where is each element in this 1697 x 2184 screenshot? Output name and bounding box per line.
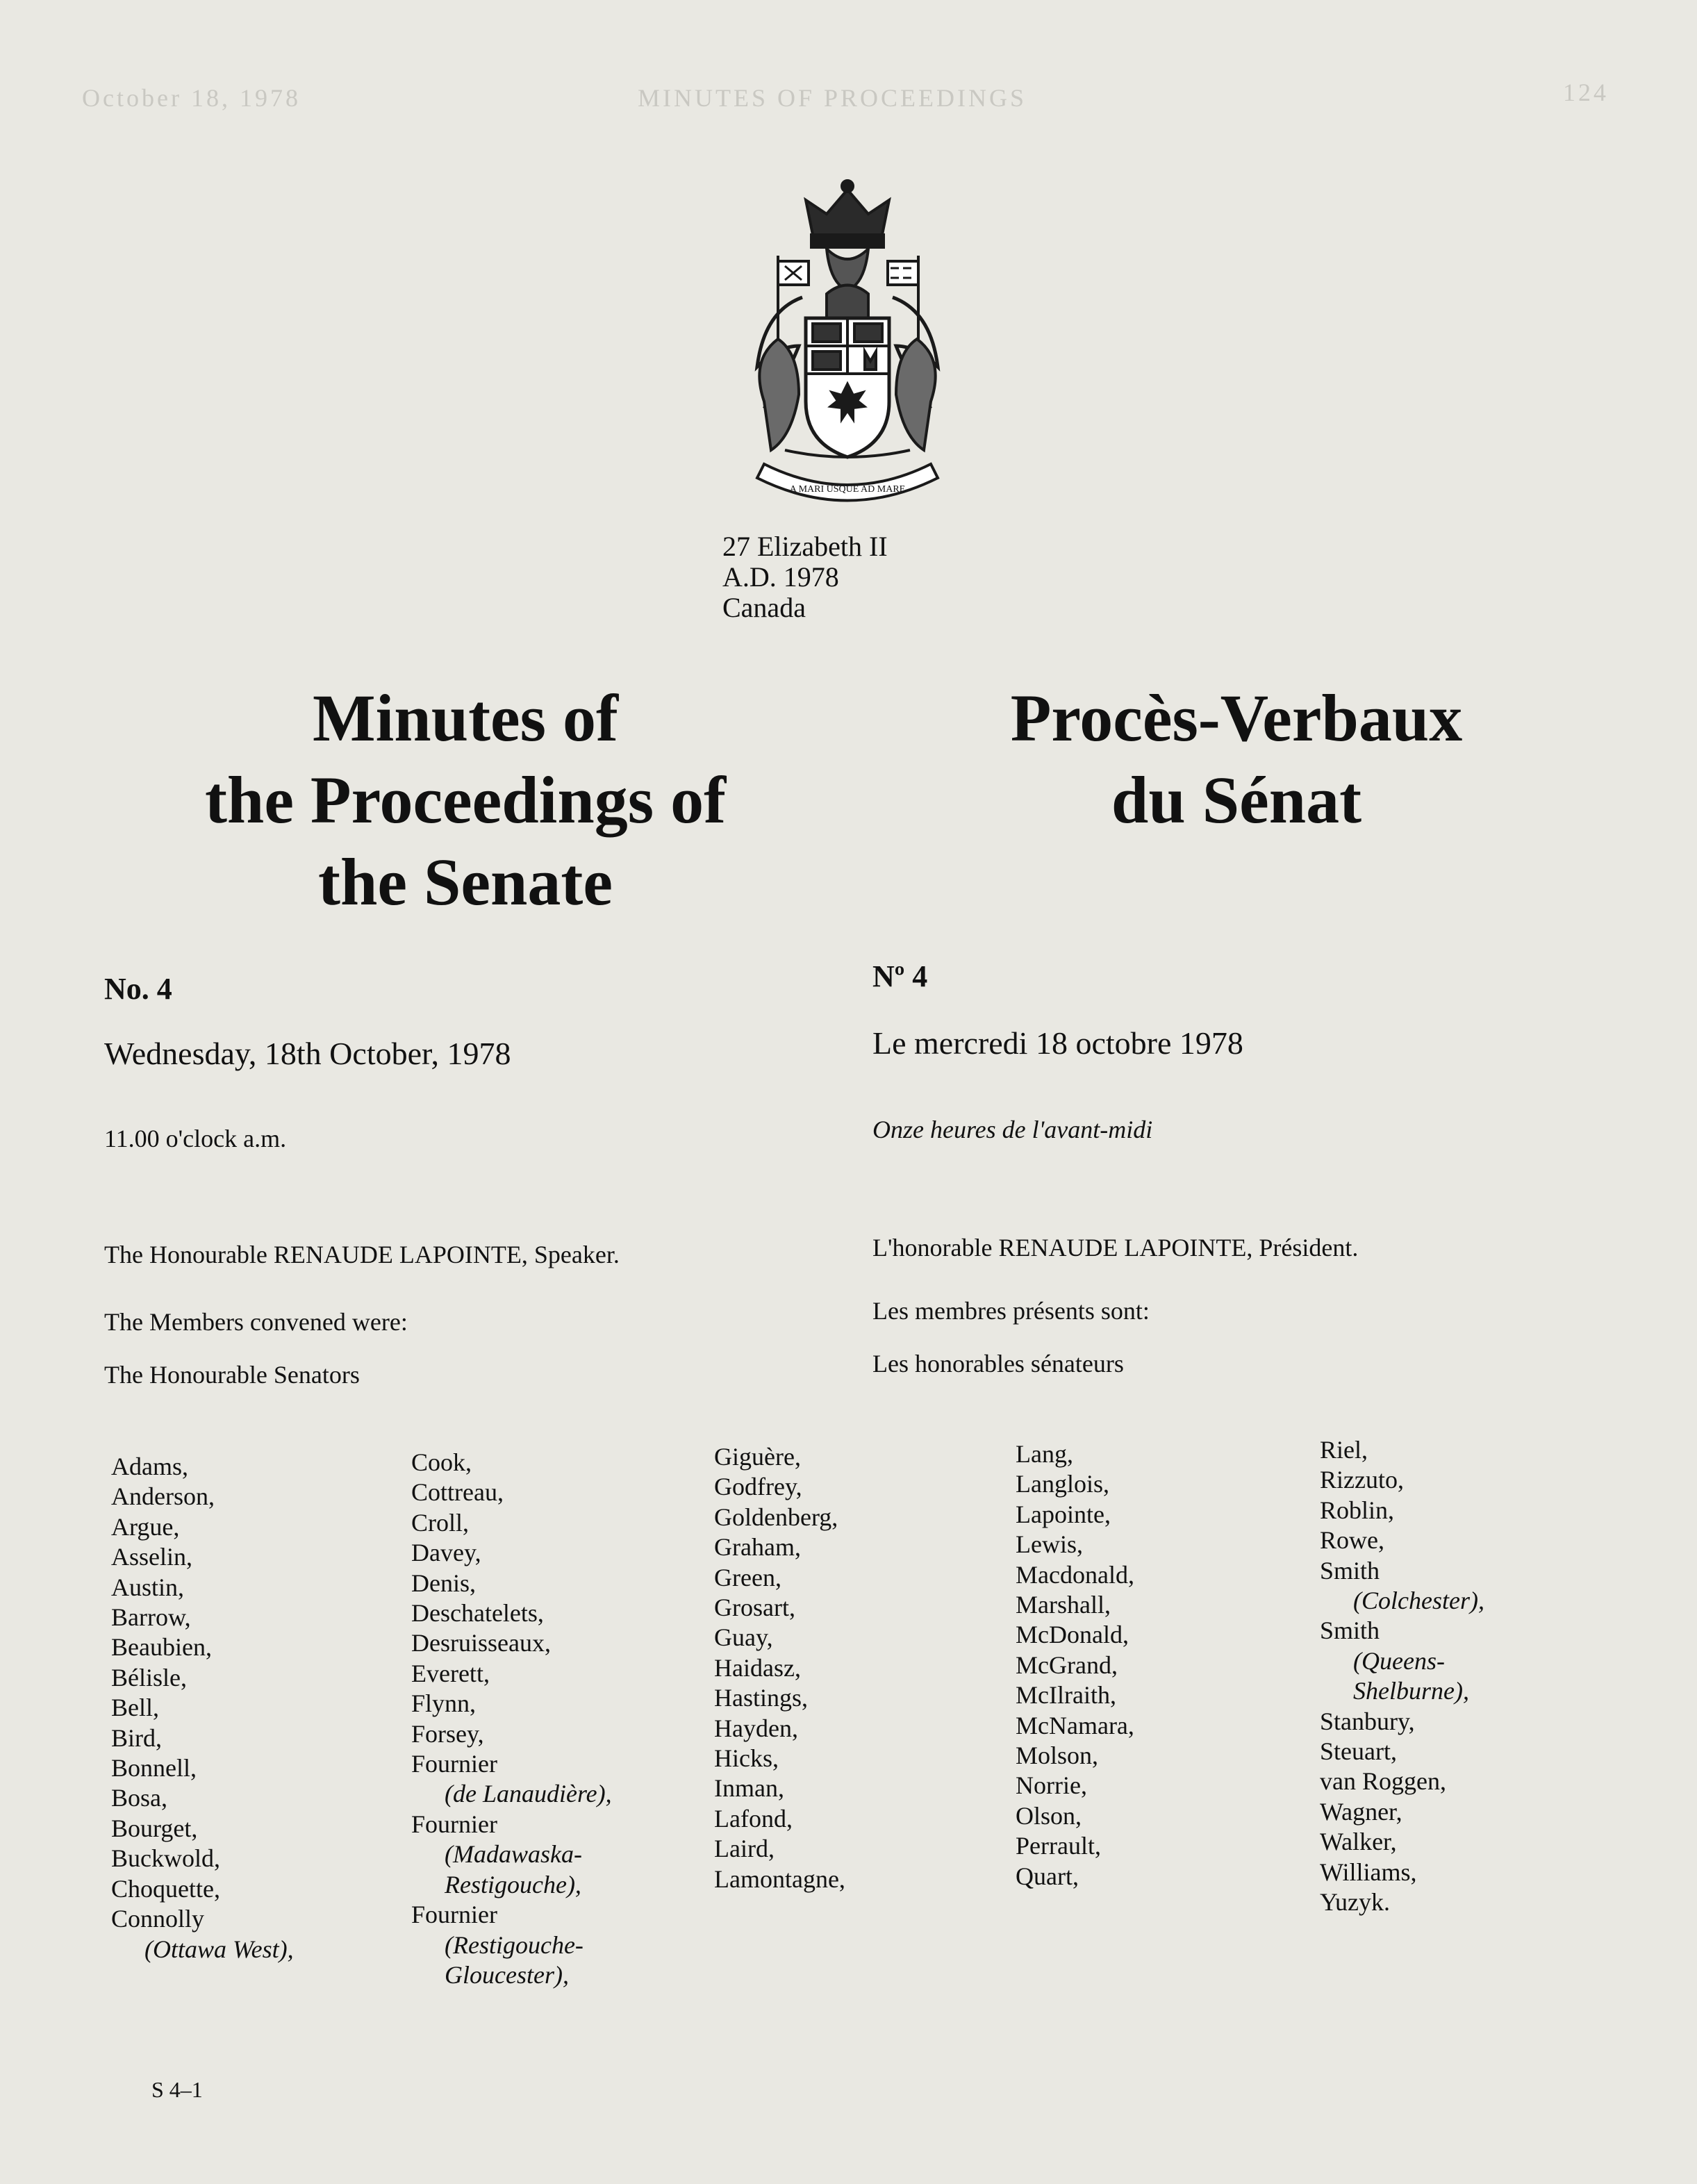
senator-riding: (Madawaska- xyxy=(445,1840,582,1869)
senator-name: Rizzuto, xyxy=(1320,1466,1404,1494)
senator-name: Perrault, xyxy=(1016,1832,1101,1860)
senator-riding: (Ottawa West), xyxy=(144,1935,294,1963)
senator-name: Anderson, xyxy=(111,1482,215,1511)
senator-name: Asselin, xyxy=(111,1543,192,1571)
regnal-year-block xyxy=(722,531,888,623)
senator-name: Quart, xyxy=(1016,1862,1079,1890)
senator-name: Riel, xyxy=(1320,1436,1368,1464)
french-members-label: Les membres présents sont: xyxy=(872,1297,1150,1325)
senator-riding: (de Lanaudière), xyxy=(445,1780,612,1808)
title-line: Minutes of xyxy=(313,681,618,755)
senator-name: Godfrey, xyxy=(714,1473,802,1501)
page-footer-number: S 4–1 xyxy=(151,2077,203,2102)
english-members-label: The Members convened were: xyxy=(104,1308,408,1336)
senator-name: Bird, xyxy=(111,1723,163,1752)
speaker-suffix: , Président. xyxy=(1246,1234,1359,1261)
senators-column-5 xyxy=(1320,1435,1484,1918)
senator-name: Austin, xyxy=(111,1573,185,1601)
senator-name: Bélisle, xyxy=(111,1663,187,1691)
senator-name: Smith xyxy=(1320,1556,1380,1585)
senator-name: Forsey, xyxy=(411,1719,484,1748)
french-time: Onze heures de l'avant-midi xyxy=(872,1116,1153,1143)
senator-name: Haidasz, xyxy=(714,1653,801,1682)
senator-name: Williams, xyxy=(1320,1858,1417,1886)
senator-name: McGrand, xyxy=(1016,1651,1118,1679)
senator-name: Yuzyk. xyxy=(1320,1888,1390,1917)
senator-name: Lafond, xyxy=(714,1804,793,1833)
senator-name: Choquette, xyxy=(111,1874,220,1903)
senator-name: Argue, xyxy=(111,1512,180,1541)
french-speaker xyxy=(872,1233,1358,1262)
speaker-suffix: , Speaker. xyxy=(521,1241,620,1268)
title-line: du Sénat xyxy=(1111,763,1362,837)
senator-name: Lapointe, xyxy=(1016,1500,1111,1528)
senator-name: Bourget, xyxy=(111,1814,198,1842)
senators-column-4 xyxy=(1016,1439,1134,1892)
speaker-prefix: L'honorable xyxy=(872,1234,999,1261)
title-line: the Proceedings of xyxy=(204,763,727,837)
senator-name: Fournier xyxy=(411,1750,497,1778)
senator-name: Lewis, xyxy=(1016,1530,1083,1559)
senator-name: Roblin, xyxy=(1320,1496,1395,1524)
senator-name: Guay, xyxy=(714,1623,773,1652)
senator-riding: (Restigouche- xyxy=(445,1930,583,1959)
senator-riding: (Queens- xyxy=(1353,1646,1445,1675)
senator-name: Buckwold, xyxy=(111,1844,220,1873)
senator-name: Hastings, xyxy=(714,1684,808,1712)
senator-name: Rowe, xyxy=(1320,1526,1384,1555)
senator-name: Lang, xyxy=(1016,1440,1073,1468)
speaker-name: RENAUDE LAPOINTE xyxy=(273,1241,522,1268)
senator-name: Beaubien, xyxy=(111,1633,212,1662)
senator-name: Grosart, xyxy=(714,1594,795,1622)
senator-name: Bonnell, xyxy=(111,1754,197,1782)
senator-name: Stanbury, xyxy=(1320,1707,1415,1735)
senator-name: Denis, xyxy=(411,1569,476,1597)
senator-name: Hayden, xyxy=(714,1714,798,1742)
senator-name: Graham, xyxy=(714,1533,801,1562)
senator-riding: Shelburne), xyxy=(1353,1677,1469,1705)
senator-name: Hicks, xyxy=(714,1744,779,1773)
english-title xyxy=(104,677,827,923)
regnal-line: Canada xyxy=(722,592,806,623)
french-title xyxy=(875,677,1598,841)
english-time: 11.00 o'clock a.m. xyxy=(104,1125,287,1152)
senators-column-2 xyxy=(411,1448,612,1990)
senator-name: Fournier xyxy=(411,1810,497,1838)
regnal-line: A.D. 1978 xyxy=(722,561,839,593)
senator-riding: Gloucester), xyxy=(445,1960,569,1989)
senator-name: Smith xyxy=(1320,1616,1380,1645)
regnal-line: 27 Elizabeth II xyxy=(722,531,888,562)
senators-column-3 xyxy=(714,1442,845,1894)
bleed-header-center: MINUTES OF PROCEEDINGS xyxy=(638,84,1027,112)
english-speaker xyxy=(104,1240,620,1269)
senator-name: Deschatelets, xyxy=(411,1599,544,1628)
senator-name: Langlois, xyxy=(1016,1470,1109,1498)
title-line: the Senate xyxy=(318,845,613,919)
senator-name: Molson, xyxy=(1016,1742,1099,1770)
senator-name: Olson, xyxy=(1016,1801,1082,1830)
senator-name: Steuart, xyxy=(1320,1737,1397,1766)
senator-name: Barrow, xyxy=(111,1603,191,1632)
coat-of-arms-crest xyxy=(736,172,959,533)
title-line: Procès-Verbaux xyxy=(1010,681,1463,755)
senator-name: Macdonald, xyxy=(1016,1560,1134,1589)
senator-name: Inman, xyxy=(714,1774,784,1803)
senator-name: McDonald, xyxy=(1016,1621,1129,1649)
senator-name: Flynn, xyxy=(411,1689,477,1718)
senator-name: Norrie, xyxy=(1016,1771,1087,1800)
senators-column-1 xyxy=(111,1452,294,1964)
senator-name: Laird, xyxy=(714,1835,775,1863)
senator-name: McIlraith, xyxy=(1016,1681,1116,1710)
bleed-header-left: October 18, 1978 xyxy=(82,84,301,112)
senator-riding: (Colchester), xyxy=(1353,1587,1484,1615)
english-date: Wednesday, 18th October, 1978 xyxy=(104,1036,511,1071)
senator-name: Everett, xyxy=(411,1659,490,1687)
senator-name: McNamara, xyxy=(1016,1711,1134,1739)
senator-name: Adams, xyxy=(111,1453,188,1480)
senator-name: Bosa, xyxy=(111,1784,167,1812)
senator-name: Cottreau, xyxy=(411,1478,504,1507)
speaker-name: RENAUDE LAPOINTE xyxy=(998,1234,1247,1261)
senator-name: Davey, xyxy=(411,1539,481,1567)
senator-name: Bell, xyxy=(111,1694,159,1722)
senator-name: Giguère, xyxy=(714,1443,801,1471)
senator-name: van Roggen, xyxy=(1320,1767,1446,1796)
senator-name: Wagner, xyxy=(1320,1797,1402,1826)
speaker-prefix: The Honourable xyxy=(104,1241,274,1268)
senator-name: Desruisseaux, xyxy=(411,1629,551,1657)
senator-name: Marshall, xyxy=(1016,1591,1111,1619)
senator-name: Connolly xyxy=(111,1905,205,1933)
senator-name: Cook, xyxy=(411,1448,472,1476)
senator-name: Fournier xyxy=(411,1901,497,1929)
senator-name: Croll, xyxy=(411,1508,470,1537)
bleed-header-right: 124 xyxy=(1563,78,1609,106)
senator-name: Walker, xyxy=(1320,1828,1397,1856)
french-senators-label: Les honorables sénateurs xyxy=(872,1350,1124,1378)
english-number: No. 4 xyxy=(104,972,172,1006)
english-senators-label: The Honourable Senators xyxy=(104,1361,360,1389)
senator-name: Lamontagne, xyxy=(714,1864,845,1893)
senator-name: Goldenberg, xyxy=(714,1503,838,1531)
crest-motto: A MARI USQUE AD MARE xyxy=(789,484,906,495)
senator-riding: Restigouche), xyxy=(445,1870,581,1898)
french-date: Le mercredi 18 octobre 1978 xyxy=(872,1025,1243,1061)
french-number: Nº 4 xyxy=(872,959,928,993)
senator-name: Green, xyxy=(714,1563,781,1591)
